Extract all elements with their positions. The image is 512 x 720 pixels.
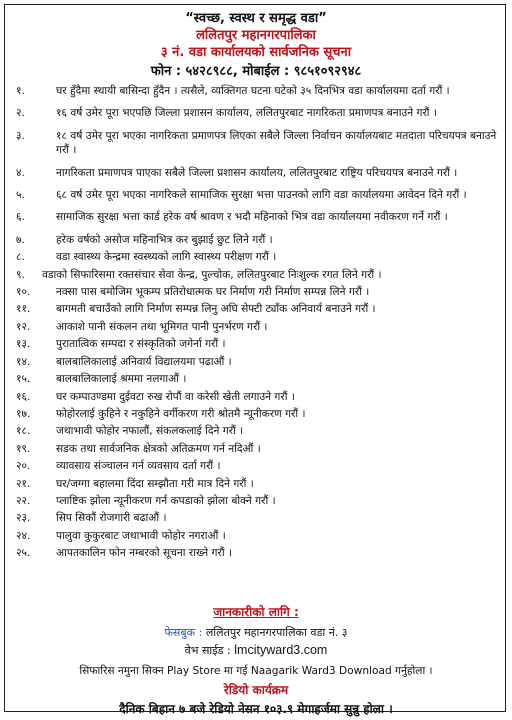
item-text: वडा स्वास्थ्य केन्द्रमा स्वस्थ्यको लागि स्वास्थ्य परीक्षण गरौं ।	[56, 251, 277, 264]
list-item	[10, 390, 500, 404]
item-text: १८ वर्ष उमेर पूरा भएका नागरिकता प्रमाणपत्र लिएका सबैले जिल्ला निर्वाचन कार्यालयबाट मतदाता परिचयपत्र बनाउने गरौं ।	[56, 129, 497, 157]
item-number: १३.	[16, 338, 31, 351]
list-item	[10, 407, 500, 421]
notice-list	[10, 84, 500, 564]
item-text: सामाजिक सुरक्षा भत्ता कार्ड हरेक वर्ष श्रावण र भदौ महिनाको भित्र वडा कार्यालयमा नवीकरण गर्ने गरौं ।	[56, 211, 448, 224]
list-item	[10, 268, 500, 282]
item-number: ३.	[16, 129, 25, 142]
list-item	[10, 529, 500, 543]
item-text: ६८ वर्ष उमेर पूरा भएका नागरिकले सामाजिक सुरक्षा भत्ता पाउनको लागि वडा कार्यालयमा आवेदन दिने गरौं ।	[56, 189, 467, 202]
list-item	[10, 210, 500, 224]
list-item	[10, 494, 500, 508]
list-item	[10, 285, 500, 299]
website-link[interactable]: lmcityward3.com	[234, 643, 328, 657]
item-text: घर/जग्गा बहालमा दिंदा सम्झौता गरी मात्र दिने गरौं ।	[56, 477, 254, 490]
item-number: ६.	[16, 211, 25, 224]
item-number: २४.	[16, 529, 31, 542]
item-text: आकाशे पानी संकलन तथा भूमिगत पानी पुनर्भरण गरौं ।	[56, 320, 268, 333]
list-item	[10, 424, 500, 438]
item-number: ४.	[16, 166, 25, 179]
item-text: पुरातात्विक सम्पदा र संस्कृतिको जगेर्ना गरौं ।	[56, 338, 226, 351]
item-text: १६ वर्ष उमेर पूरा भएपछि जिल्ला प्रशासन कार्यालय, ललितपुरबाट नागरिकता प्रमाणपत्र बनाउने गरौं ।	[56, 107, 437, 120]
list-item	[10, 129, 500, 158]
item-number: २०.	[16, 460, 31, 473]
item-number: १५.	[16, 373, 31, 386]
list-item	[10, 106, 500, 120]
item-text: नक्सा पास बमोजिम भूकम्प प्रतिरोधात्मक घर निर्माण गरी निर्माण सम्पन्न लिने गरौं ।	[56, 286, 370, 299]
item-number: १७.	[16, 407, 31, 420]
radio-schedule: दैनिक बिहान ७ बजे रेडियो नेसन १०३.९ मेगाहर्जमा सुन्नु होला ।	[119, 702, 393, 716]
list-item	[10, 302, 500, 316]
item-text: आपतकालिन फोन नम्बरको सूचना राख्ने गरौं ।	[56, 547, 232, 560]
facebook-page-name: ललितपुर महानगरपालिका वडा नं. ३	[205, 626, 348, 639]
item-text: घर कम्पाउण्डमा दुईवटा रुख रोपौं वा करेसी खेती लगाउने गरौं ।	[56, 390, 295, 403]
item-number: ११.	[16, 303, 31, 316]
item-text: हरेक वर्षको असोज महिनाभित्र कर बुझाई छुट लिने गरौं ।	[56, 233, 273, 246]
list-item	[10, 188, 500, 202]
item-number: ९.	[16, 268, 25, 281]
item-number: १६.	[16, 390, 31, 403]
item-number: ७.	[16, 233, 25, 246]
item-text: व्यावसाय संञ्चालन गर्न व्यवसाय दर्ता गरौं ।	[56, 460, 221, 473]
list-item	[10, 166, 500, 180]
item-text: सडक तथा सार्वजनिक क्षेत्रको अतिक्रमण गर्न नदिऔं ।	[56, 442, 261, 455]
list-item	[10, 250, 500, 264]
list-item	[10, 546, 500, 560]
facebook-label: फेसबुक :	[164, 626, 203, 639]
website-label: वेभ साईड :	[184, 644, 231, 657]
item-number: २३.	[16, 512, 31, 525]
list-item	[10, 355, 500, 369]
item-text: जथाभावी फोहोर नफालौं, संकलकलाई दिने गरौं ।	[56, 425, 244, 438]
item-text: पालुवा कुकुरबाट जथाभावी फोहोर नगराऔं ।	[56, 529, 226, 542]
item-number: ५.	[16, 189, 25, 202]
item-text: प्लाष्टिक झोला न्यूनीकरण गर्न कपडाको झोला बोक्ने गरौं ।	[56, 494, 276, 507]
item-number: २.	[16, 107, 25, 120]
item-number: २१.	[16, 477, 31, 490]
list-item	[10, 442, 500, 456]
item-text: बालबालिकालाई अनिवार्य विद्यालयमा पढाऔं ।	[56, 355, 232, 368]
list-item	[10, 372, 500, 386]
list-item	[10, 459, 500, 473]
facebook-line	[0, 625, 512, 640]
item-number: १.	[16, 85, 25, 97]
office-name: ललितपुर महानगरपालिका	[196, 28, 316, 43]
item-number: ८.	[16, 251, 25, 264]
item-number: १४.	[16, 355, 31, 368]
phone-numbers: फोन : ५४२८९८८, मोबाईल : ९८५१०९२९४८	[150, 64, 362, 79]
item-text: वडाको सिफारिसमा रक्तसंचार सेवा केन्द्र, पुल्चोक, ललितपुरबाट निःशुल्क रगत लिने गरौं ।	[42, 268, 382, 281]
item-number: १२.	[16, 320, 31, 333]
list-item	[10, 511, 500, 525]
item-text: बालबालिकालाई श्रममा नलगाऔं ।	[56, 373, 187, 386]
radio-title: रेडियो कार्यक्रम	[223, 683, 289, 697]
list-item	[10, 320, 500, 334]
contact-title: जानकारीको लागि :	[213, 605, 299, 619]
list-item	[10, 233, 500, 247]
app-download-text: सिफारिस नमुना सिक्न Play Store मा गई Naagarik Ward3 Download गर्नुहोला ।	[79, 665, 433, 677]
item-text: बागमती बचाउँको लागि निर्माण सम्पन्न लिनु अघि सेफ्टी ट्याँक अनिवार्य बनाउने गरौं ।	[56, 303, 376, 316]
list-item	[10, 337, 500, 351]
item-number: १०.	[16, 286, 31, 299]
list-item	[10, 84, 500, 98]
item-text: फोहोरलाई कुहिने र नकुहिने वर्गीकरण गरी श्रोतमै न्यूनीकरण गरौं ।	[56, 407, 306, 420]
list-item	[10, 477, 500, 491]
notice-title: ३ नं. वडा कार्यालयको सार्वजनिक सूचना	[160, 45, 352, 60]
item-number: १९.	[16, 442, 31, 455]
item-text: सिप सिकौं रोजगारी बढाऔं ।	[56, 512, 167, 525]
contact-section	[0, 603, 512, 717]
item-number: २५.	[16, 547, 31, 560]
item-text: नागरिकता प्रमाणपत्र पाएका सबैले जिल्ला प्रशासन कार्यालय, ललितपुरबाट राष्ट्रिय परिचयपत्र बनाउने गरौं ।	[56, 166, 458, 179]
website-line	[0, 643, 512, 658]
item-number: २२.	[16, 494, 31, 507]
item-text: घर हुँदैमा स्थायी बासिन्दा हुँदैन । त्यसैले, व्यक्तिगत घटना घटेको ३५ दिनभित्र वडा कार्यालयमा दर्ता गरौं ।	[56, 85, 450, 97]
item-number: १८.	[16, 425, 31, 438]
slogan: “स्वच्छ, स्वस्थ र समृद्ध वडा”	[185, 11, 327, 26]
